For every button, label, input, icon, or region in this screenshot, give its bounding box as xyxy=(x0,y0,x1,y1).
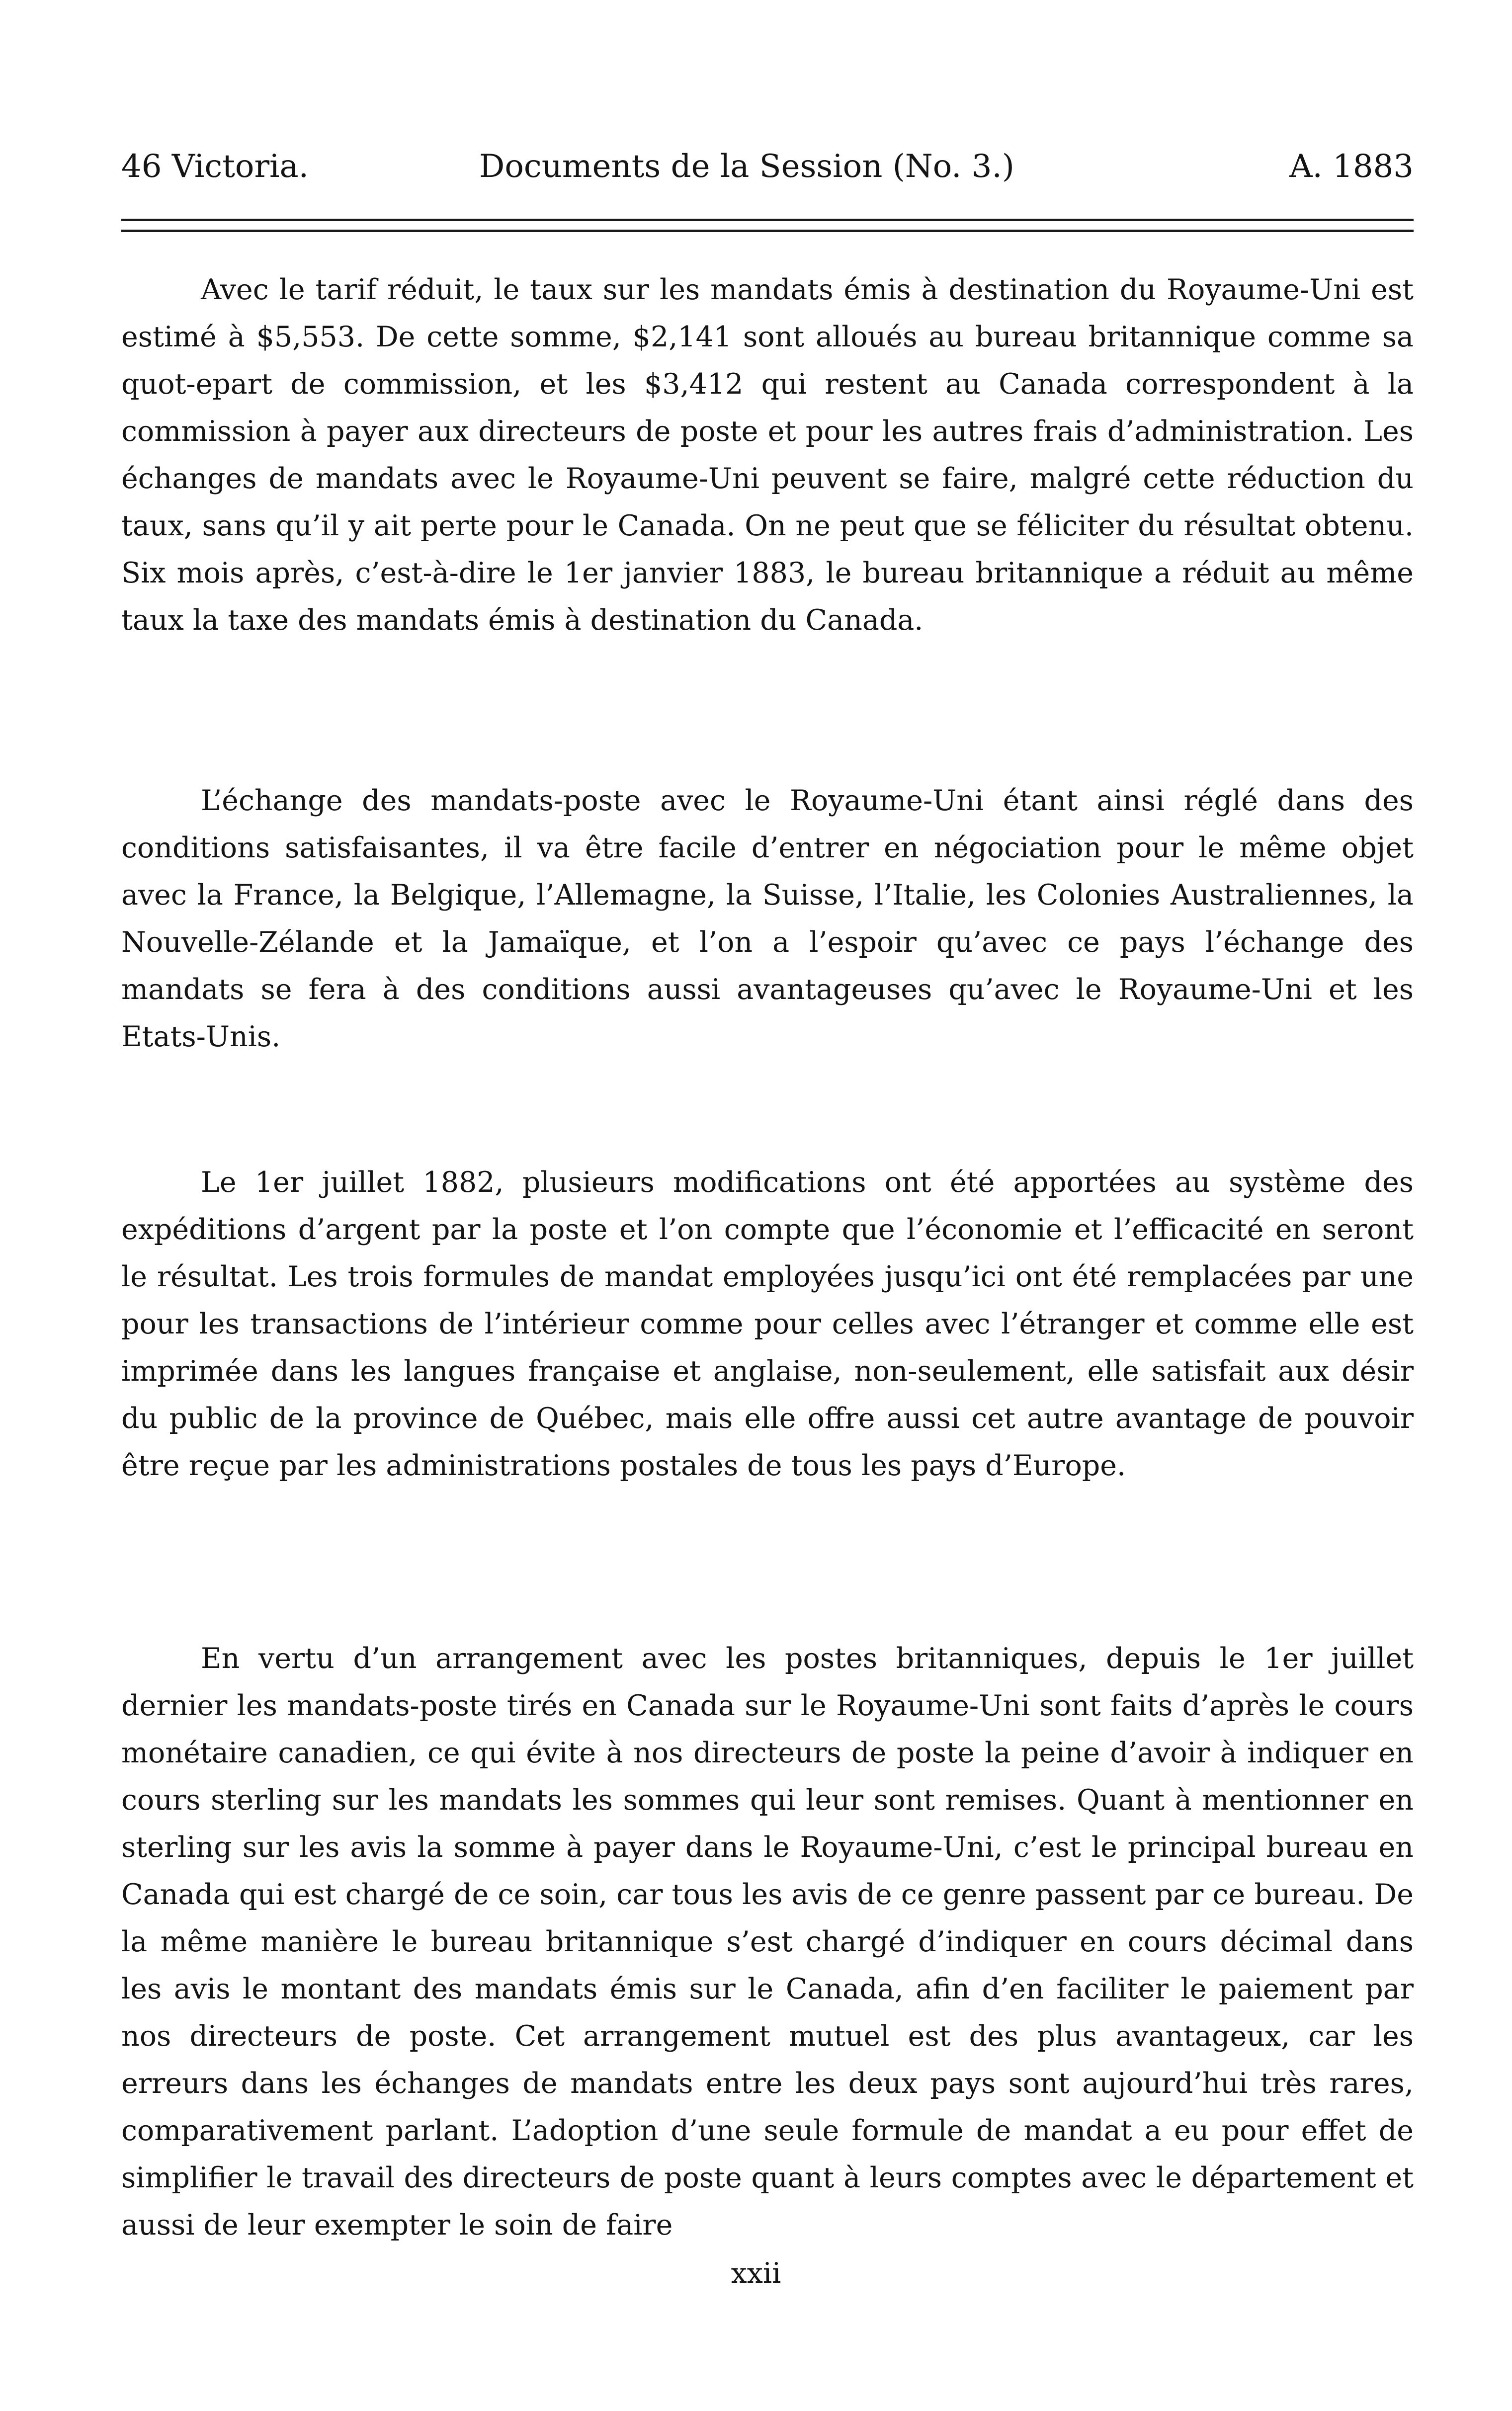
paragraph-tarif-reduit: Avec le tarif réduit, le taux sur les mandats émis à destination du Royaume-Uni est estimé à $5,553. De cette somme, $2,141 sont alloués au bureau britannique comme sa quot-epart de commission, et les $3,412 qui restent au Canada correspondent à la commission à payer aux directeurs de poste et pour les autres frais d’administration. Les échanges de mandats avec le Royaume-Uni peuvent se faire, malgré cette réduction du taux, sans qu’il y ait perte pour le Canada. On ne peut que se féliciter du résultat obtenu. Six mois après, c’est-à-dire le 1er janvier 1883, le bureau britannique a réduit au même taux la taxe des mandats émis à destination du Canada. xyxy=(121,273,1414,637)
page-number: xxii xyxy=(731,2257,781,2290)
running-header xyxy=(121,139,1414,194)
paragraph-modifications-1882: Le 1er juillet 1882, plusieurs modifications ont été apportées au système des expéditions d’argent par la poste et l’on compte que l’économie et l’efficacité en seront le résultat. Les trois formules de mandat employées jusqu’ici ont été remplacées par une pour les transactions de l’intérieur comme pour celles avec l’étranger et comme elle est imprimée dans les langues française et anglaise, non-seulement, elle satisfait aux désir du public de la province de Québec, mais elle offre aussi cet autre avantage de pouvoir être reçue par les administrations postales de tous les pays d’Europe. xyxy=(121,1166,1414,1482)
header-volume: 46 Victoria. xyxy=(121,148,309,185)
header-year: A. 1883 xyxy=(1289,148,1414,185)
header-rule-top xyxy=(121,219,1414,221)
header-title: Documents de la Session (No. 3.) xyxy=(479,148,1014,185)
paragraph-echange-mandats: L’échange des mandats-poste avec le Royaume-Uni étant ainsi réglé dans des conditions satisfaisantes, il va être facile d’entrer en négociation pour le même objet avec la France, la Belgique, l’Allemagne, la Suisse, l’Italie, les Colonies Australiennes, la Nouvelle-Zélande et la Jamaïque, et l’on a l’espoir qu’avec ce pays l’échange des mandats se fera à des conditions aussi avantageuses qu’avec le Royaume-Uni et les Etats-Unis. xyxy=(121,784,1414,1053)
paragraph-arrangement-postes: En vertu d’un arrangement avec les postes britanniques, depuis le 1er juillet dernier les mandats-poste tirés en Canada sur le Royaume-Uni sont faits d’après le cours monétaire canadien, ce qui évite à nos directeurs de poste la peine d’avoir à indiquer en cours sterling sur les mandats les sommes qui leur sont remises. Quant à mentionner en sterling sur les avis la somme à payer dans le Royaume-Uni, c’est le principal bureau en Canada qui est chargé de ce soin, car tous les avis de ce genre passent par ce bureau. De la même manière le bureau britannique s’est chargé d’indiquer en cours décimal dans les avis le montant des mandats émis sur le Canada, afin d’en faciliter le paiement par nos directeurs de poste. Cet arrangement mutuel est des plus avantageux, car les erreurs dans les échanges de mandats entre les deux pays sont aujourd’hui très rares, comparativement parlant. L’adoption d’une seule formule de mandat a eu pour effet de simplifier le travail des directeurs de poste quant à leurs comptes avec le département et aussi de leur exempter le soin de faire xyxy=(121,1642,1414,2242)
header-rule-bottom xyxy=(121,230,1414,232)
